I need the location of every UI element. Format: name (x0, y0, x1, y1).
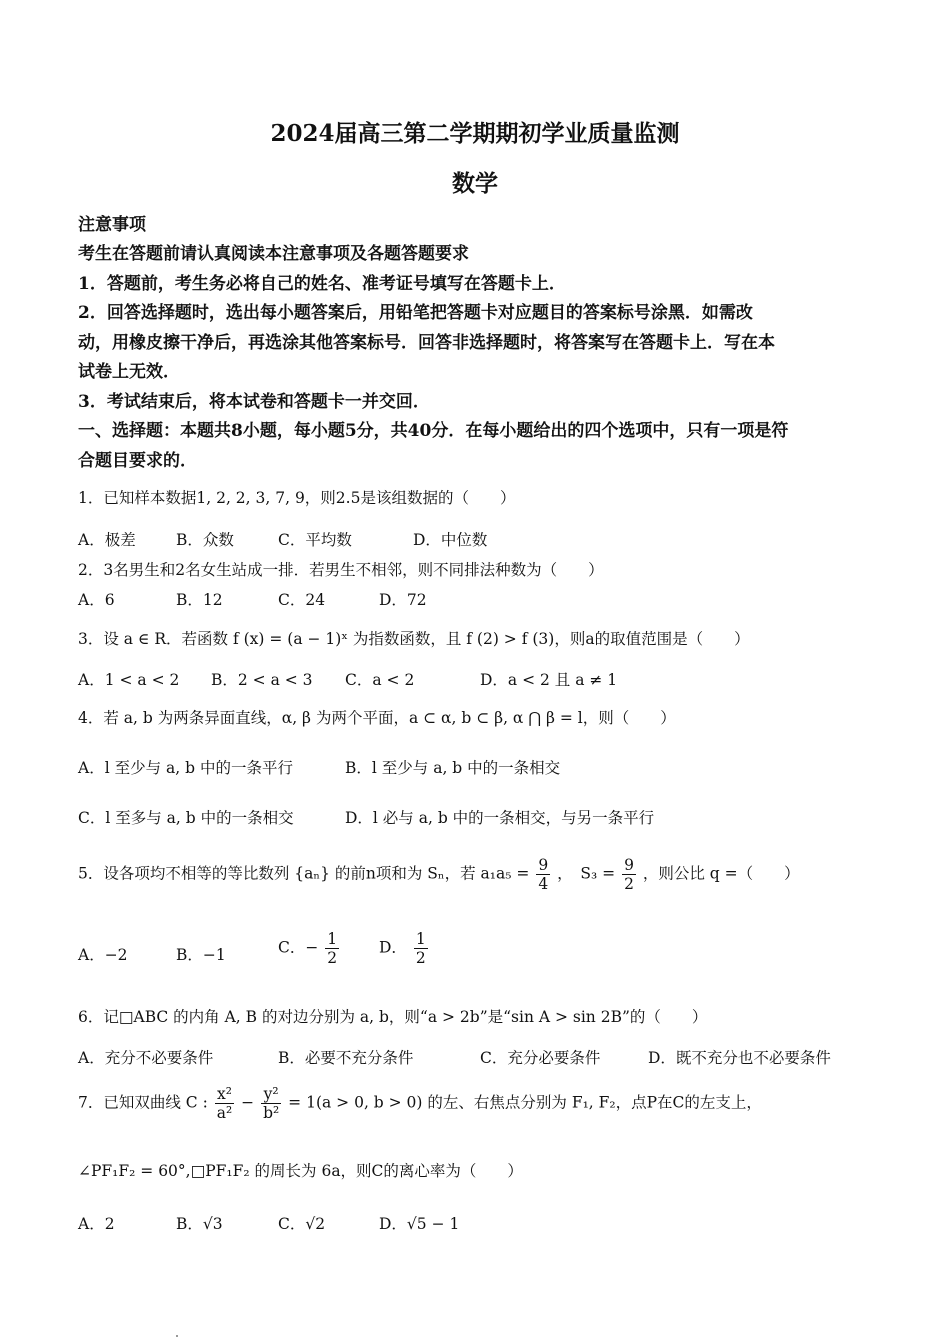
option-d-label: D． (379, 938, 407, 957)
question-1-option-a: A．极差 (78, 531, 136, 549)
option-c-label: C．− (278, 938, 319, 957)
fraction-numerator: x² (215, 1085, 234, 1104)
fraction-denominator: 2 (415, 949, 426, 967)
section-heading-line-2: 合题目要求的． (78, 451, 197, 471)
question-1-stem: 1．已知样本数据1, 2, 2, 3, 7, 9，则2.5是该组数据的（ ） (78, 489, 516, 507)
fraction-numerator: 9 (538, 856, 549, 874)
question-5-stem-pre: 5．设各项均不相等的等比数列 {aₙ} 的前n项和为 Sₙ，若 a₁a₅ = (78, 864, 530, 883)
question-3-option-a: A．1 < a < 2 (78, 671, 180, 689)
question-7-option-d: D．√5 − 1 (379, 1215, 460, 1233)
question-7-fraction-y (261, 1085, 281, 1122)
fraction-denominator: b² (263, 1104, 280, 1122)
fraction-denominator: a² (216, 1104, 233, 1122)
question-3-option-c: C．a < 2 (345, 671, 415, 689)
fraction-numerator: 1 (327, 930, 338, 948)
question-7-option-a: A．2 (78, 1215, 115, 1233)
question-3-option-d: D．a < 2 且 a ≠ 1 (480, 671, 618, 689)
question-4-stem: 4．若 a, b 为两条异面直线，α, β 为两个平面，a ⊂ α, b ⊂ β, α ⋂ β = l，则（ ） (78, 709, 676, 727)
question-5-stem-post: ，则公比 q =（ ） (642, 864, 800, 883)
question-7-stem-line-2: ∠PF₁F₂ = 60°,□PF₁F₂ 的周长为 6a，则C的离心率为（ ） (78, 1162, 523, 1180)
question-6-option-a: A．充分不必要条件 (78, 1049, 214, 1067)
question-7-stem-pre: 7．已知双曲线 C : (78, 1093, 208, 1112)
section-heading-line-1: 一、选择题：本题共8小题，每小题5分，共40分．在每小题给出的四个选项中，只有一项是符 (78, 421, 789, 441)
question-5-stem-mid: ， S₃ = (557, 864, 616, 883)
fraction-denominator: 4 (538, 875, 549, 893)
question-2-option-a: A．6 (78, 591, 115, 609)
notice-item-2-line-2: 动，用橡皮擦干净后，再选涂其他答案标号．回答非选择题时，将答案写在答题卡上．写在本 (78, 333, 775, 353)
question-5-option-c (278, 930, 341, 967)
notice-heading: 注意事项 (78, 215, 146, 235)
option-c-fraction (325, 930, 339, 967)
question-2-option-d: D．72 (379, 591, 427, 609)
question-7-fraction-x (215, 1085, 234, 1122)
question-4-option-a: A．l 至少与 a, b 中的一条平行 (78, 759, 293, 777)
question-2-option-c: C．24 (278, 591, 326, 609)
question-5-option-b: B．−1 (176, 946, 226, 964)
question-2-stem: 2．3名男生和2名女生站成一排．若男生不相邻，则不同排法种数为（ ） (78, 561, 604, 579)
fraction-numerator: 9 (624, 856, 634, 874)
question-4-option-c: C．l 至多与 a, b 中的一条相交 (78, 809, 294, 827)
question-3-option-b: B．2 < a < 3 (211, 671, 313, 689)
option-d-fraction (414, 930, 428, 967)
fraction-denominator: 2 (327, 949, 338, 967)
question-2-option-b: B．12 (176, 591, 223, 609)
question-5-option-a: A．−2 (78, 946, 128, 964)
question-7-stem-post: = 1(a > 0, b > 0) 的左、右焦点分别为 F₁, F₂，点P在C的左支上， (288, 1093, 762, 1112)
notice-item-3: 3．考试结束后，将本试卷和答题卡一并交回． (78, 392, 430, 412)
fraction-denominator: 2 (624, 875, 634, 893)
question-5-fraction-2 (622, 856, 636, 893)
notice-intro: 考生在答题前请认真阅读本注意事项及各题答题要求 (78, 244, 469, 264)
notice-item-2-line-3: 试卷上无效． (78, 362, 180, 382)
notice-item-2-line-1: 2．回答选择题时，选出每小题答案后，用铅笔把答题卡对应题目的答案标号涂黑．如需改 (78, 303, 753, 323)
question-7-option-c: C．√2 (278, 1215, 326, 1233)
exam-title: 2024届高三第二学期期初学业质量监测 (270, 120, 680, 147)
question-7-option-b: B．√3 (176, 1215, 223, 1233)
question-1-option-d: D．中位数 (413, 531, 488, 549)
question-4-option-b: B．l 至少与 a, b 中的一条相交 (345, 759, 561, 777)
subject-title: 数学 (452, 170, 498, 197)
question-1-option-c: C．平均数 (278, 531, 352, 549)
fraction-numerator: y² (261, 1085, 281, 1104)
notice-item-1: 1．答题前，考生务必将自己的姓名、准考证号填写在答题卡上． (78, 274, 566, 294)
question-5-stem (78, 856, 800, 893)
question-5-fraction-1 (536, 856, 550, 893)
question-6-option-d: D．既不充分也不必要条件 (648, 1049, 831, 1067)
question-1-option-b: B．众数 (176, 531, 234, 549)
minus-sign: − (241, 1093, 255, 1112)
fraction-numerator: 1 (415, 930, 426, 948)
question-5-option-d (379, 930, 430, 967)
question-6-option-b: B．必要不充分条件 (278, 1049, 414, 1067)
question-4-option-d: D．l 必与 a, b 中的一条相交，与另一条平行 (345, 809, 655, 827)
question-6-option-c: C．充分必要条件 (480, 1049, 601, 1067)
page-mark (176, 1335, 178, 1337)
question-6-stem: 6．记□ABC 的内角 A, B 的对边分别为 a, b，则“a > 2b”是“sin A > sin 2B”的（ ） (78, 1008, 708, 1026)
question-7-stem (78, 1085, 762, 1122)
question-3-stem: 3．设 a ∈ R．若函数 f (x) = (a − 1)ˣ 为指数函数，且 f (2) > f (3)，则a的取值范围是（ ） (78, 630, 750, 648)
